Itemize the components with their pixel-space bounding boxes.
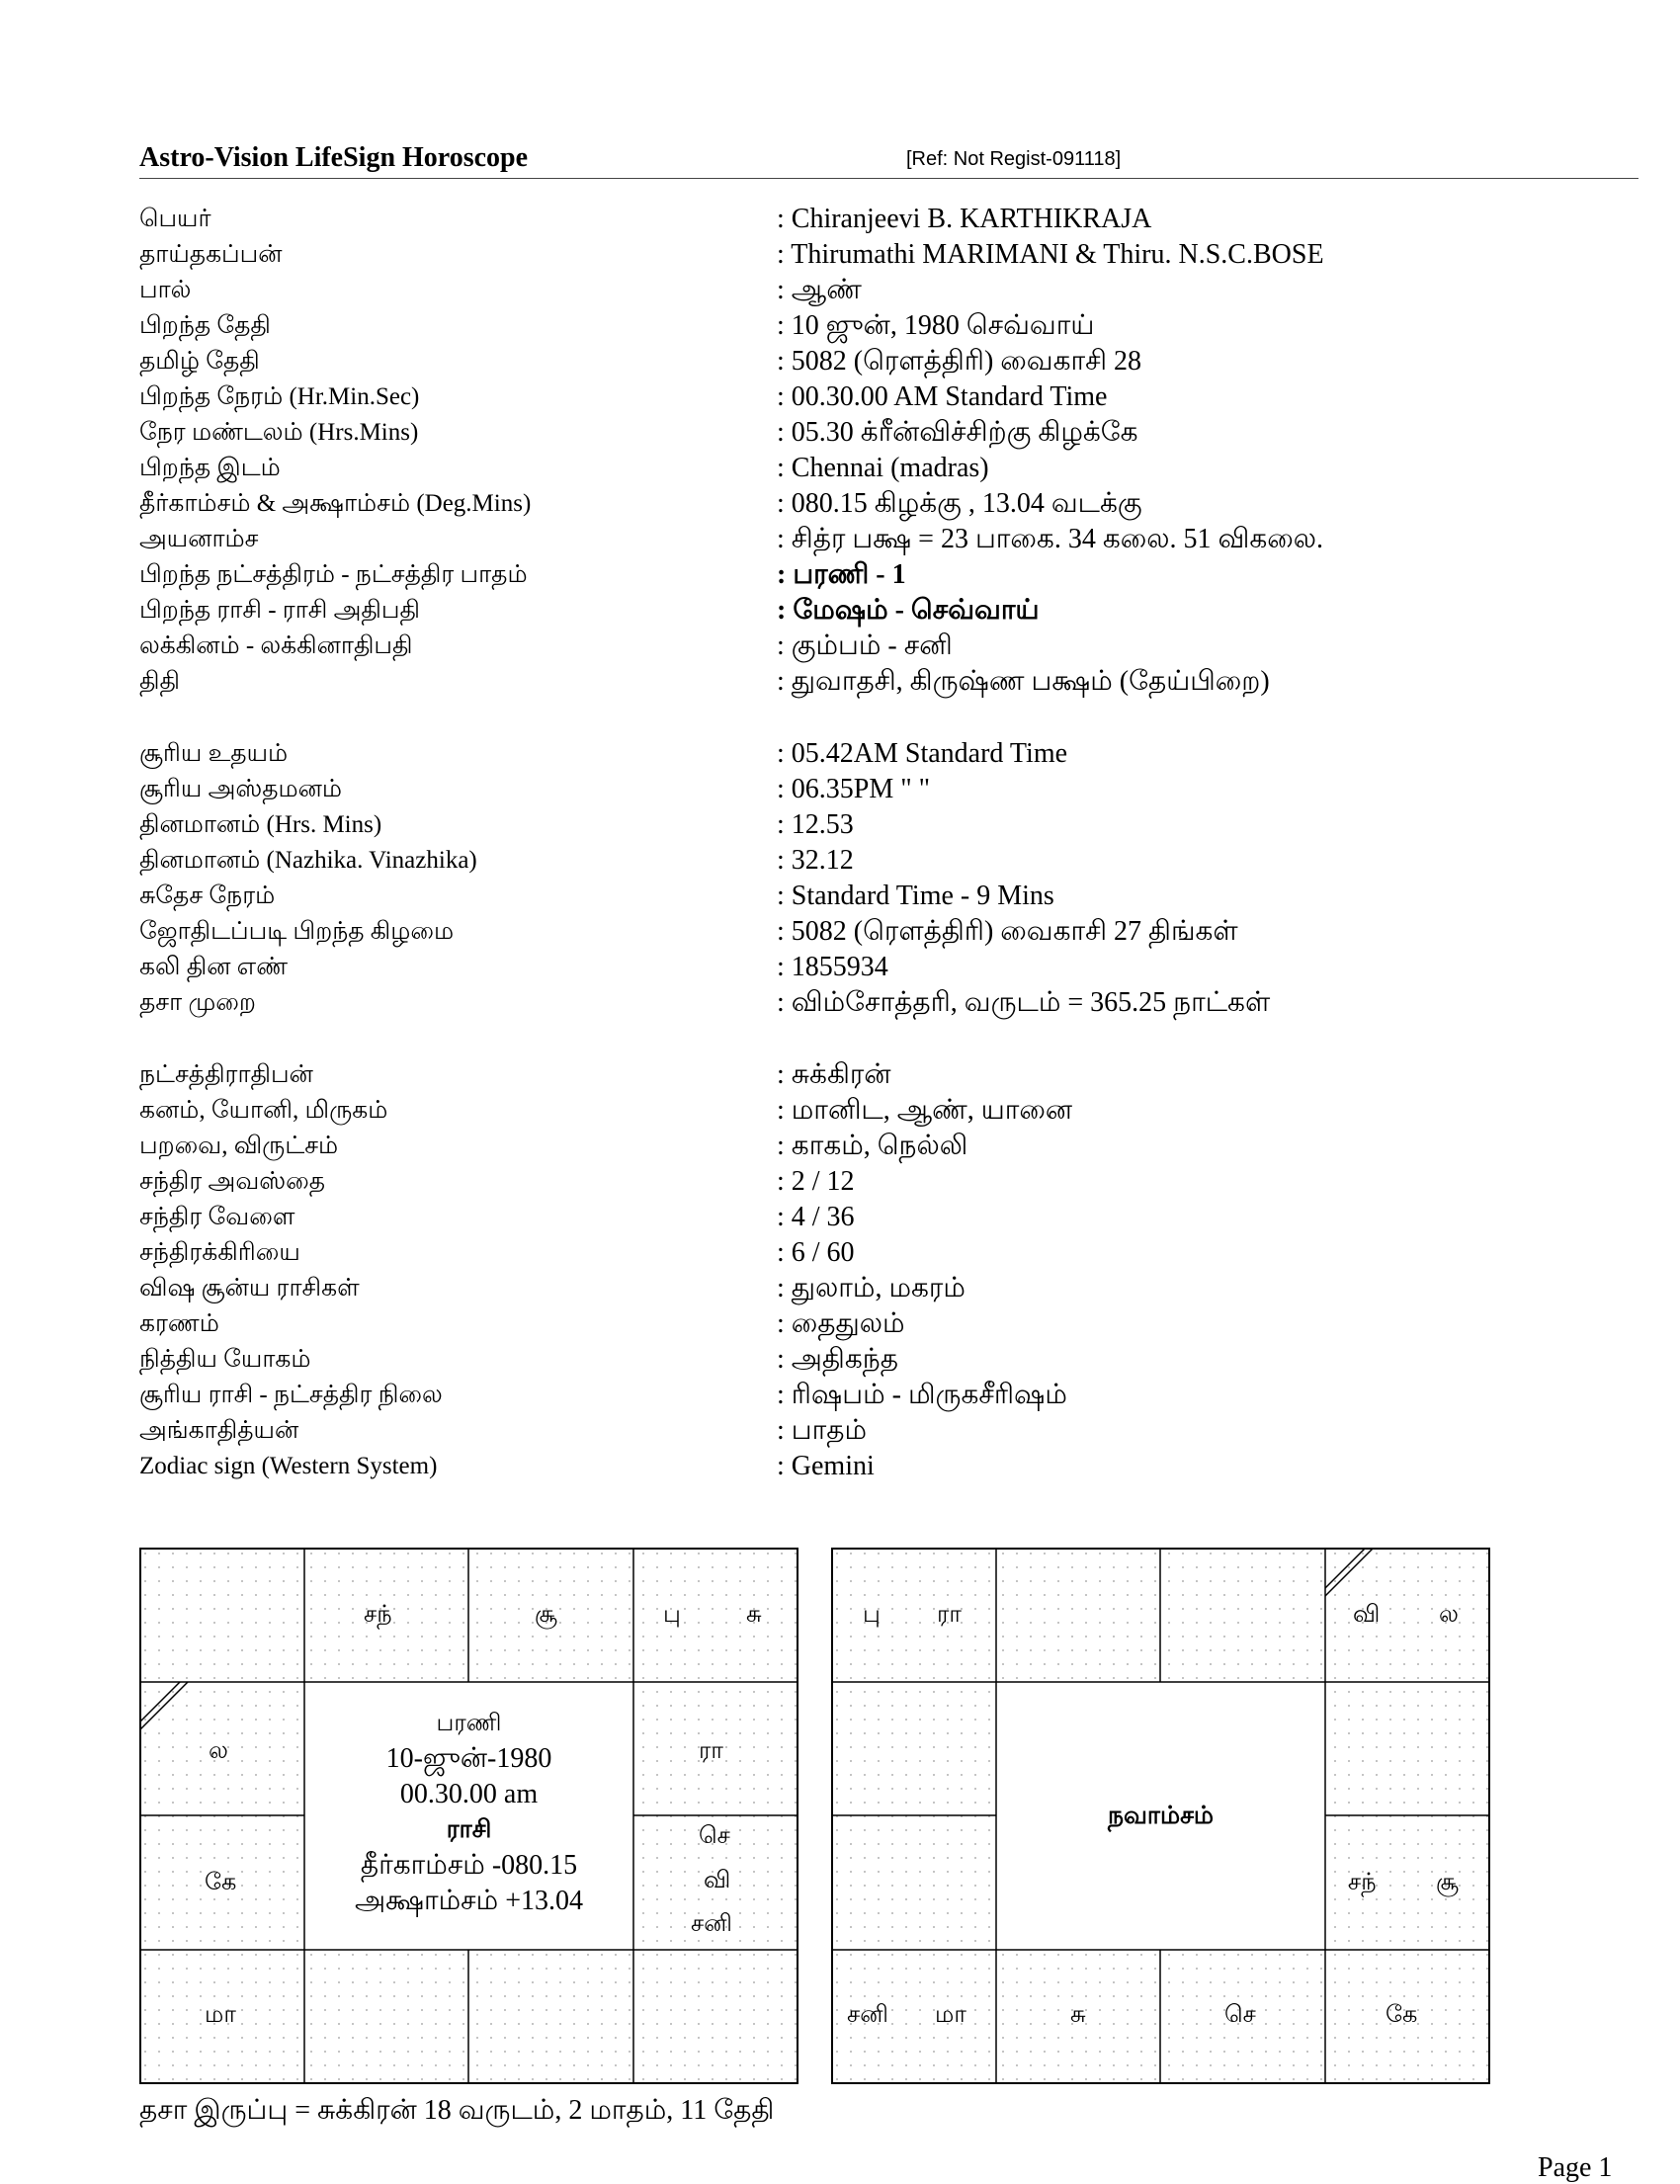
detail-label: தீர்காம்சம் & அக்ஷாம்சம் (Deg.Mins) [139,490,532,517]
birth-star: பரணி [436,1711,502,1736]
detail-label: திதி [139,668,180,695]
detail-label: தாய்தகப்பன் [139,241,283,268]
detail-label: சந்திர வேளை [139,1204,295,1230]
detail-value: : 2 / 12 [777,1166,855,1197]
detail-value: : 10 ஜுன், 1980 செவ்வாய் [777,310,1095,341]
detail-value: : 1855934 [777,952,888,982]
detail-label: சூரிய அஸ்தமனம் [139,776,343,802]
detail-label: பிறந்த நட்சத்திரம் - நட்சத்திர பாதம் [139,561,528,588]
detail-label: பறவை, விருட்சம் [139,1133,339,1159]
navamsa-cell-maandi: மா [935,2002,966,2028]
birth-date: 10-ஜுன்-1980 [385,1743,552,1774]
navamsa-cell-rahu: ரா [937,1602,962,1628]
detail-value: : ரிஷபம் - மிருகசீரிஷம் [777,1380,1067,1410]
page-number: Page 1 [1538,2152,1613,2183]
detail-label: சூரிய ராசி - நட்சத்திர நிலை [139,1382,443,1408]
detail-label: சந்திரக்கிரியை [139,1239,300,1266]
detail-value: : 05.30 க்ரீன்விச்சிற்கு கிழக்கே [777,417,1138,448]
detail-value: : தைதுலம் [777,1308,905,1339]
rasi-cell-mars: செ [699,1823,730,1849]
rasi-cell-venus: சு [746,1602,762,1628]
rasi-cell-moon: சந் [364,1602,392,1628]
detail-value: : காகம், நெல்லி [777,1131,968,1161]
detail-label: விஷ சூன்ய ராசிகள் [139,1275,360,1302]
detail-label: நட்சத்திராதிபன் [139,1061,313,1088]
detail-label: Zodiac sign (Western System) [139,1453,438,1479]
detail-label: கலி தின எண் [139,954,288,980]
rasi-cell-rahu: ரா [699,1738,723,1764]
detail-value: : சித்ர பக்ஷ = 23 பாகை. 34 கலை. 51 விகலை. [777,524,1323,554]
detail-label: நித்திய யோகம் [139,1346,311,1373]
detail-value: : பரணி - 1 [777,559,906,590]
detail-label: அயனாம்ச [139,526,259,552]
rasi-cell-jupiter: வி [704,1868,731,1893]
rasi-cell-mercury: பு [663,1602,681,1628]
report-header [139,138,1638,179]
detail-label: தினமானம் (Hrs. Mins) [139,811,382,838]
navamsa-chart [831,1548,1490,2084]
detail-label: பிறந்த இடம் [139,455,281,481]
navamsa-cell-lagna: ல [1439,1602,1459,1628]
detail-label: பிறந்த தேதி [139,312,271,339]
detail-value: : மானிட, ஆண், யானை [777,1095,1073,1126]
rasi-cell-sun: சூ [535,1602,557,1628]
navamsa-cell-saturn: சனி [847,2002,888,2028]
detail-label: பெயர் [139,206,211,232]
latitude: அக்ஷாம்சம் +13.04 [354,1886,583,1916]
rasi-cell-lagna: ல [209,1738,228,1764]
rasi-cell-saturn: சனி [691,1911,732,1937]
detail-value: : 32.12 [777,845,854,876]
detail-label: கனம், யோனி, மிருகம் [139,1097,388,1124]
longitude: தீர்காம்சம் -080.15 [360,1850,578,1881]
detail-label: பிறந்த நேரம் (Hr.Min.Sec) [139,383,420,410]
detail-value: : ஆண் [777,275,862,305]
detail-value: : Gemini [777,1451,875,1481]
detail-value: : மேஷம் - செவ்வாய் [777,595,1040,626]
navamsa-cell-mercury: பு [863,1602,881,1628]
detail-value: : 5082 (ரௌத்திரி) வைகாசி 27 திங்கள் [777,916,1238,947]
detail-value: : 05.42AM Standard Time [777,738,1068,769]
navamsa-cell-sun: சூ [1436,1870,1459,1895]
navamsa-cell-ketu: கே [1386,2002,1418,2028]
rasi-cell-ketu: கே [205,1870,237,1895]
detail-value: : Thirumathi MARIMANI & Thiru. N.S.C.BOSE [777,239,1324,270]
detail-label: சந்திர அவஸ்தை [139,1168,326,1195]
navamsa-cell-mars: செ [1224,2002,1256,2028]
detail-label: தினமானம் (Nazhika. Vinazhika) [139,847,477,874]
birth-time: 00.30.00 am [399,1779,539,1809]
detail-label: தசா முறை [139,989,256,1016]
rasi-chart-name: ராசி [446,1816,492,1843]
detail-label: ஜோதிடப்படி பிறந்த கிழமை [139,918,455,945]
rasi-cell-maandi: மா [205,2002,236,2028]
navamsa-cell-jupiter: வி [1353,1602,1381,1628]
detail-value: : 00.30.00 AM Standard Time [777,381,1108,412]
detail-value: : 4 / 36 [777,1202,855,1232]
detail-label: நேர மண்டலம் (Hrs.Mins) [139,419,419,446]
detail-label: அங்காதித்யன் [139,1417,299,1444]
detail-label: பிறந்த ராசி - ராசி அதிபதி [139,597,420,624]
detail-value: : 5082 (ரௌத்திரி) வைகாசி 28 [777,346,1142,377]
navamsa-cell-moon: சந் [1348,1870,1377,1895]
detail-value: : துவாதசி, கிருஷ்ண பக்ஷம் (தேய்பிறை) [777,666,1270,697]
detail-value: : விம்சோத்தரி, வருடம் = 365.25 நாட்கள் [777,987,1271,1018]
detail-value: : கும்பம் - சனி [777,630,953,661]
rasi-chart [139,1548,798,2084]
detail-value: : 6 / 60 [777,1237,855,1268]
navamsa-chart-name: நவாம்சம் [1107,1803,1215,1829]
detail-label: கரணம் [139,1310,219,1337]
detail-value: : Chiranjeevi B. KARTHIKRAJA [777,204,1152,234]
dasa-balance: தசா இருப்பு = சுக்கிரன் 18 வருடம், 2 மாதம், 11 தேதி [139,2095,775,2126]
detail-value: : சுக்கிரன் [777,1059,891,1090]
detail-value: : பாதம் [777,1415,868,1446]
detail-label: லக்கினம் - லக்கினாதிபதி [139,632,413,659]
detail-value: : 06.35PM " " [777,774,931,804]
detail-label: தமிழ் தேதி [139,348,260,375]
reference-number: [Ref: Not Regist-091118] [906,148,1122,170]
detail-value: : Standard Time - 9 Mins [777,881,1054,911]
rasi-center-info [304,1706,633,1919]
detail-label: சூரிய உதயம் [139,740,289,767]
detail-value: : 12.53 [777,809,854,840]
detail-value: : 080.15 கிழக்கு , 13.04 வடக்கு [777,488,1142,519]
detail-value: : துலாம், மகரம் [777,1273,966,1303]
detail-value: : Chennai (madras) [777,453,989,483]
detail-value: : அதிகந்த [777,1344,898,1375]
navamsa-center [996,1799,1325,1834]
detail-label: பால் [139,277,192,303]
detail-label: சுதேச நேரம் [139,882,276,909]
report-title: Astro-Vision LifeSign Horoscope [139,142,529,173]
navamsa-cell-venus: சு [1070,2002,1086,2028]
